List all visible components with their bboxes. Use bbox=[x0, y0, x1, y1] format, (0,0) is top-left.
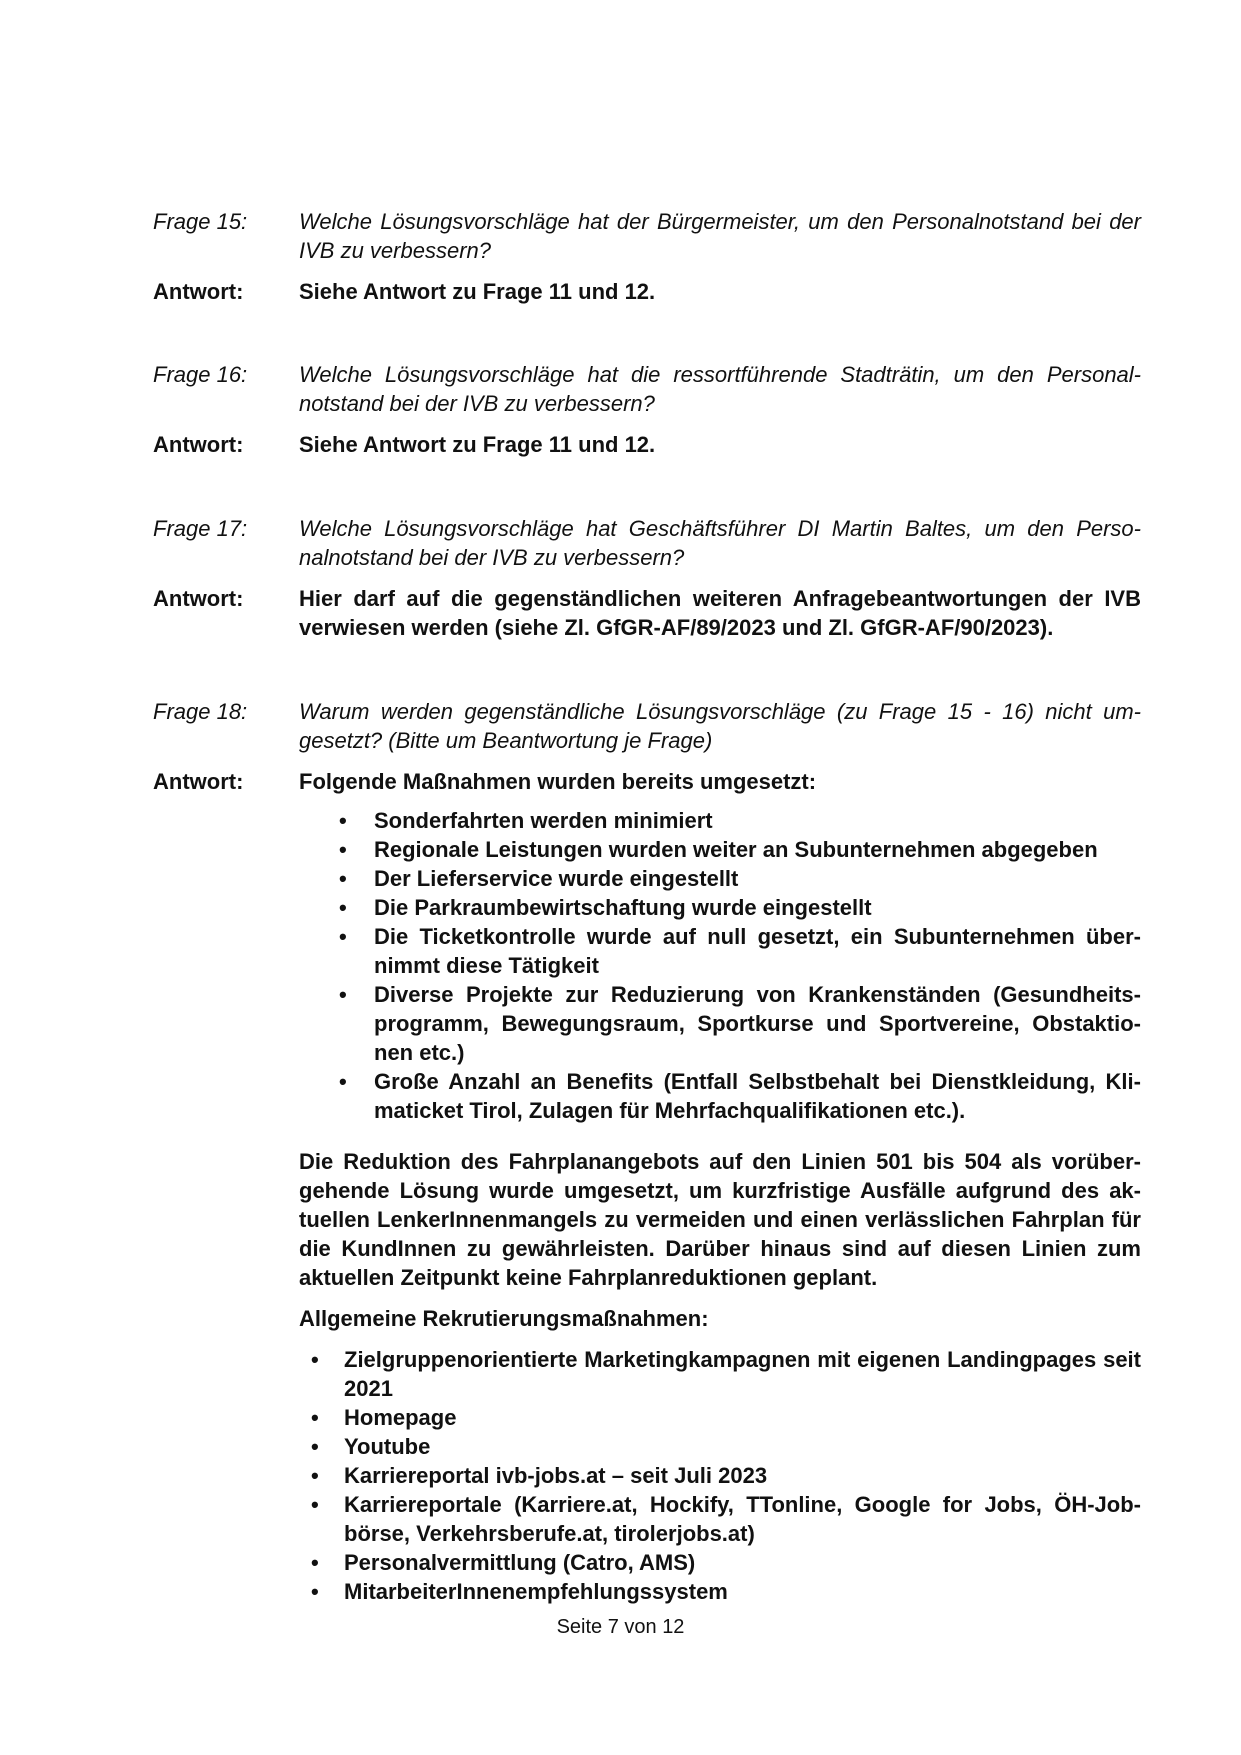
answer-text: Hier darf auf die gegenständlichen weiteren Anfragebeantwortungen der IVB verwiesen werden (siehe Zl. GfGR-AF/89/2023 und Zl. GfGR-AF/90/2023). bbox=[299, 586, 1141, 640]
answer-text: Siehe Antwort zu Frage 11 und 12. bbox=[299, 279, 656, 304]
answer-body bbox=[299, 806, 1141, 1606]
qa-block-18 bbox=[153, 697, 1141, 1606]
qa-block-17 bbox=[153, 514, 1141, 642]
question-text: Welche Lösungsvorschläge hat die ressortführende Stadträtin, um den Personal-notstand bei der IVB zu verbessern? bbox=[299, 362, 1141, 416]
list-item: • Karriereportal ivb-jobs.at – seit Juli 2023 bbox=[299, 1461, 1141, 1490]
question-label: Frage 15: bbox=[153, 209, 248, 234]
page-footer: Seite 7 von 12 bbox=[556, 1616, 685, 1638]
list-item: • Die Parkraumbewirtschaftung wurde eingestellt bbox=[299, 893, 1141, 922]
answer-row bbox=[153, 767, 1141, 796]
question-label: Frage 18: bbox=[153, 699, 248, 724]
qa-block-16 bbox=[153, 360, 1141, 459]
answer-label: Antwort: bbox=[153, 586, 244, 611]
list-item: • Regionale Leistungen wurden weiter an Subunternehmen abgegeben bbox=[299, 835, 1141, 864]
list-item: • Personalvermittlung (Catro, AMS) bbox=[299, 1548, 1141, 1577]
recruitment-heading: Allgemeine Rekrutierungsmaßnahmen: bbox=[299, 1306, 709, 1331]
question-text: Warum werden gegenständliche Lösungsvorschläge (zu Frage 15 - 16) nicht um-gesetzt? (Bitte um Beantwortung je Frage) bbox=[299, 699, 1141, 753]
list-item: • MitarbeiterInnenempfehlungssystem bbox=[299, 1577, 1141, 1606]
list-item: • Der Lieferservice wurde eingestellt bbox=[299, 864, 1141, 893]
answer-row bbox=[153, 430, 1141, 459]
question-text: Welche Lösungsvorschläge hat der Bürgermeister, um den Personalnotstand bei der IVB zu verbessern? bbox=[299, 209, 1141, 263]
list-item: • Karriereportale (Karriere.at, Hockify, TTonline, Google for Jobs, ÖH-Job-börse, Verkehrsberufe.at, tirolerjobs.at) bbox=[299, 1490, 1141, 1548]
question-row bbox=[153, 697, 1141, 755]
question-label: Frage 16: bbox=[153, 362, 248, 387]
question-label: Frage 17: bbox=[153, 516, 248, 541]
answer-row bbox=[153, 584, 1141, 642]
question-row bbox=[153, 514, 1141, 572]
question-row bbox=[153, 207, 1141, 265]
reduction-paragraph: Die Reduktion des Fahrplanangebots auf den Linien 501 bis 504 als vorüber-gehende Lösung wurde umgesetzt, um kurzfristige Ausfälle aufgrund des ak-tuellen LenkerInnenmangels zu vermeiden und einen verlässlichen Fahrplan für die KundInnen zu gewährleisten. Darüber hinaus sind auf diesen Linien zum aktuellen Zeitpunkt keine Fahrplanreduktionen geplant. bbox=[299, 1149, 1141, 1290]
question-row bbox=[153, 360, 1141, 418]
answer-label: Antwort: bbox=[153, 279, 244, 304]
answer-label: Antwort: bbox=[153, 432, 244, 457]
answer-text: Siehe Antwort zu Frage 11 und 12. bbox=[299, 432, 656, 457]
measures-list bbox=[299, 806, 1141, 1125]
question-text: Welche Lösungsvorschläge hat Geschäftsführer DI Martin Baltes, um den Perso-nalnotstand bei der IVB zu verbessern? bbox=[299, 516, 1141, 570]
recruitment-list bbox=[299, 1345, 1141, 1606]
list-item: • Homepage bbox=[299, 1403, 1141, 1432]
qa-block-15 bbox=[153, 207, 1141, 306]
answer-label: Antwort: bbox=[153, 769, 244, 794]
answer-text: Folgende Maßnahmen wurden bereits umgesetzt: bbox=[299, 769, 817, 794]
list-item: • Sonderfahrten werden minimiert bbox=[299, 806, 1141, 835]
list-item: • Zielgruppenorientierte Marketingkampagnen mit eigenen Landingpages seit 2021 bbox=[299, 1345, 1141, 1403]
list-item: • Youtube bbox=[299, 1432, 1141, 1461]
list-item: • Diverse Projekte zur Reduzierung von Krankenständen (Gesundheits-programm, Bewegungsraum, Sportkurse und Sportvereine, Obstaktio-nen etc.) bbox=[299, 980, 1141, 1067]
list-item: • Die Ticketkontrolle wurde auf null gesetzt, ein Subunternehmen über-nimmt diese Tätigkeit bbox=[299, 922, 1141, 980]
list-item: • Große Anzahl an Benefits (Entfall Selbstbehalt bei Dienstkleidung, Kli-maticket Tirol, Zulagen für Mehrfachqualifikationen etc.). bbox=[299, 1067, 1141, 1125]
answer-row bbox=[153, 277, 1141, 306]
